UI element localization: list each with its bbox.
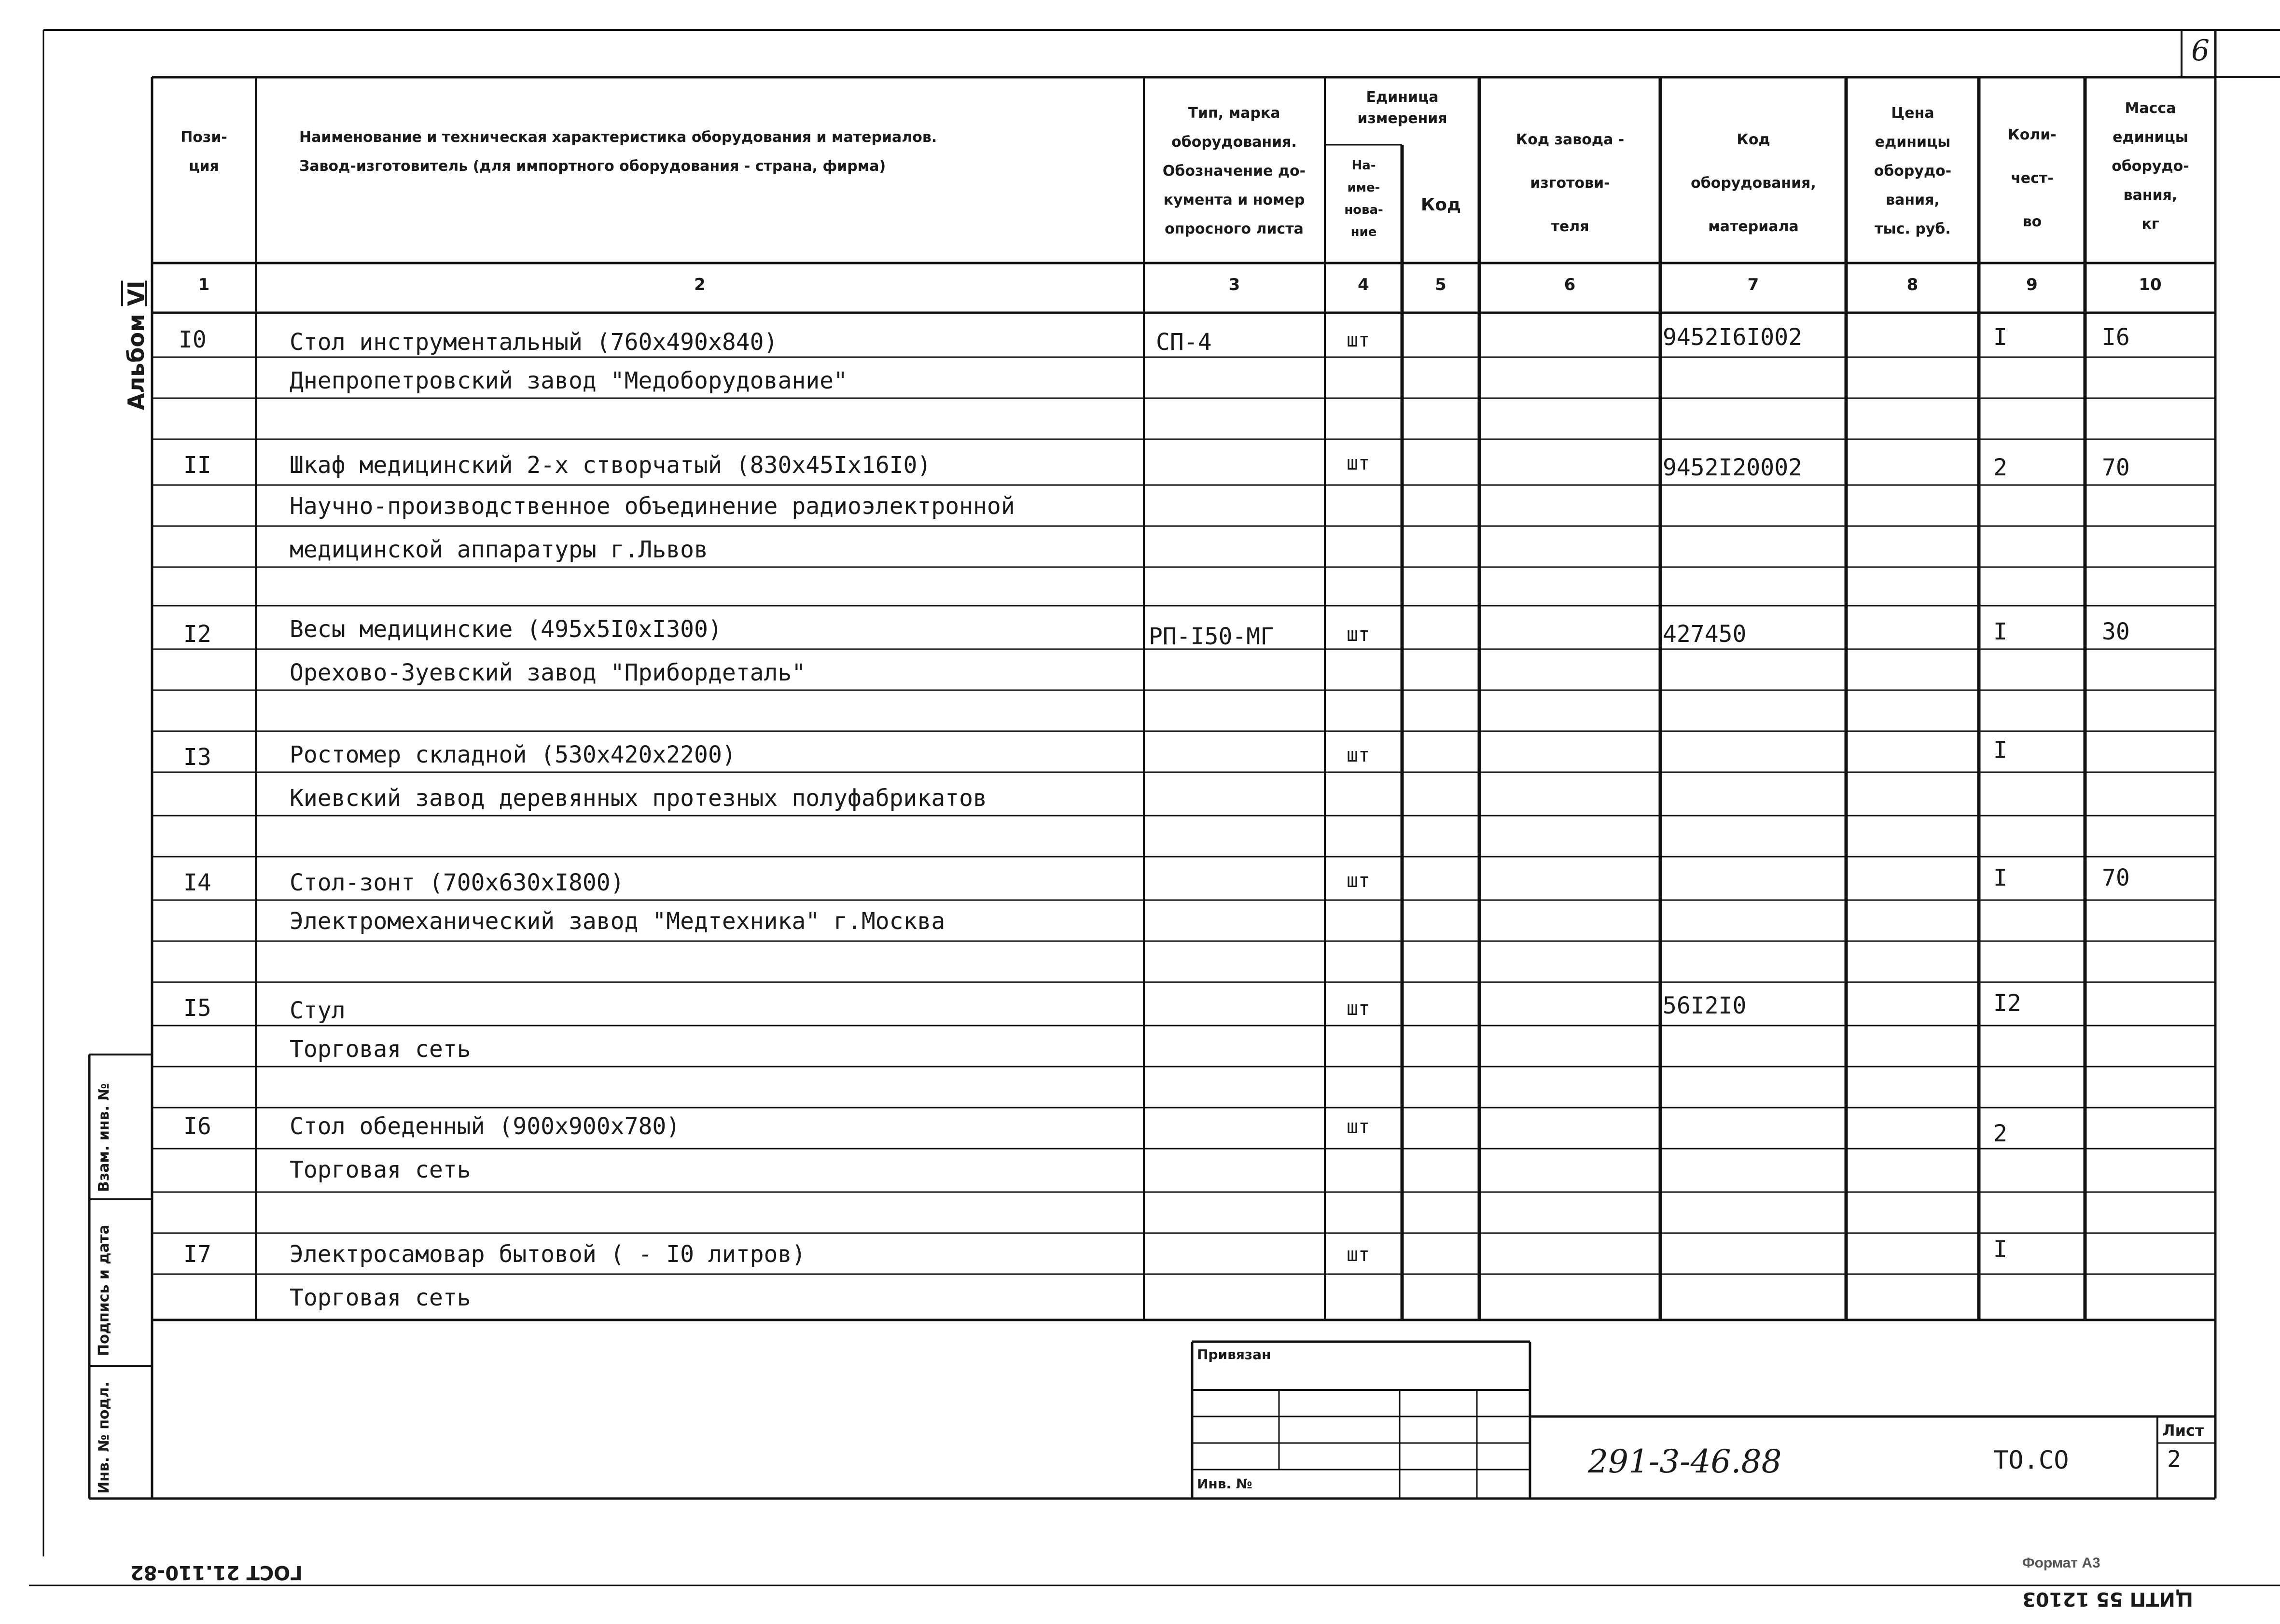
row-position: I5 xyxy=(183,995,211,1022)
row-unit: шт xyxy=(1347,624,1370,646)
row-qty: I xyxy=(1993,618,2007,645)
row-qty: I xyxy=(1993,324,2007,351)
sidebar-podpis: Подпись и дата xyxy=(96,1224,112,1356)
section-code: ТО.СО xyxy=(1993,1446,2069,1475)
row-unit: шт xyxy=(1347,870,1370,892)
row-unit: шт xyxy=(1347,329,1370,351)
header-type: Тип, марка оборудования. Обозначение до- кумента и номер опросного листа xyxy=(1162,105,1306,237)
footer-gost: ГОСТ 21.110-82 xyxy=(130,1561,303,1583)
row-qty: I xyxy=(1993,736,2007,763)
colnum-2: 2 xyxy=(694,275,706,294)
header-mass: Масса единицы оборудо- вания, кг xyxy=(2112,100,2189,233)
header-unit-name: На- име- нова- ние xyxy=(1344,158,1383,239)
colnum-7: 7 xyxy=(1747,275,1759,294)
row-code: 9452I6I002 xyxy=(1663,324,1802,351)
header-equip-code: Код оборудования, материала xyxy=(1691,131,1816,235)
footer-cnip: ЦИТП 55 12103 xyxy=(2022,1588,2194,1610)
header-qty: Коли- чест- во xyxy=(2008,126,2057,230)
row-qty: I xyxy=(1993,864,2007,891)
row-position: I4 xyxy=(183,869,211,896)
row-code: 9452I20002 xyxy=(1663,454,1802,481)
row-name: Днепропетровский завод "Медоборудование" xyxy=(290,367,848,394)
row-name: Торговая сеть xyxy=(290,1284,471,1311)
row-name: Весы медицинские (495х5I0хI300) xyxy=(290,616,722,643)
row-name: Киевский завод деревянных протезных полуфабрикатов xyxy=(290,785,987,812)
sidebar-vzam: Взам. инв. № xyxy=(96,1083,112,1192)
doc-code: 291-3-46.88 xyxy=(1588,1443,1782,1480)
row-position: I6 xyxy=(183,1113,211,1140)
colnum-4: 4 xyxy=(1358,275,1369,294)
row-unit: шт xyxy=(1347,744,1370,766)
row-name: Торговая сеть xyxy=(290,1036,471,1063)
row-name: Торговая сеть xyxy=(290,1156,471,1183)
header-position: Пози- ция xyxy=(181,129,227,175)
row-unit: шт xyxy=(1347,1116,1370,1138)
stamp-inv-no: Инв. № xyxy=(1197,1476,1252,1492)
row-mass: 70 xyxy=(2102,864,2130,891)
row-name: Электромеханический завод "Медтехника" г.Москва xyxy=(290,908,945,935)
row-type: СП-4 xyxy=(1156,329,1212,356)
row-position: II xyxy=(183,452,211,479)
row-position: I2 xyxy=(183,621,211,648)
colnum-1: 1 xyxy=(198,275,210,294)
row-mass: I6 xyxy=(2102,324,2130,351)
footer-format: Формат А3 xyxy=(2022,1555,2100,1571)
row-name: Научно-производственное объединение радиоэлектронной xyxy=(290,493,1015,520)
row-name: Стол-зонт (700х630хI800) xyxy=(290,869,625,896)
row-unit: шт xyxy=(1347,452,1370,474)
row-name: Стул xyxy=(290,997,346,1024)
colnum-10: 10 xyxy=(2139,275,2162,294)
row-name: медицинской аппаратуры г.Львов xyxy=(290,536,708,563)
row-qty: I2 xyxy=(1993,990,2021,1017)
stamp-privyazan: Привязан xyxy=(1197,1346,1271,1362)
row-unit: шт xyxy=(1347,998,1370,1020)
colnum-3: 3 xyxy=(1228,275,1240,294)
row-name: Электросамовар бытовой ( - I0 литров) xyxy=(290,1241,806,1268)
row-mass: 30 xyxy=(2102,618,2130,645)
row-position: I3 xyxy=(183,744,211,771)
row-code: 427450 xyxy=(1663,621,1747,648)
colnum-6: 6 xyxy=(1564,275,1576,294)
row-type: РП-I50-МГ xyxy=(1149,623,1275,650)
row-code: 56I2I0 xyxy=(1663,992,1747,1019)
row-name: Стол обеденный (900х900х780) xyxy=(290,1113,681,1140)
header-unit-code: Код xyxy=(1420,195,1461,215)
row-position: I0 xyxy=(179,326,207,353)
sidebar-inv-podl: Инв. № подл. xyxy=(96,1381,112,1494)
header-unit: Единица измерения xyxy=(1357,89,1447,127)
colnum-9: 9 xyxy=(2026,275,2038,294)
row-qty: 2 xyxy=(1993,454,2007,481)
row-name: Ростомер складной (530х420х2200) xyxy=(290,741,736,768)
row-mass: 70 xyxy=(2102,454,2130,481)
row-qty: I xyxy=(1993,1236,2007,1263)
header-factory-code: Код завода - изготови- теля xyxy=(1515,131,1625,235)
row-position: I7 xyxy=(183,1241,211,1268)
row-name: Орехово-Зуевский завод "Прибордеталь" xyxy=(290,659,806,686)
list-label: Лист xyxy=(2162,1421,2204,1440)
header-name: Наименование и техническая характеристика оборудования и материалов. Завод-изготовитель (для импортного оборудования - страна, фирма) xyxy=(299,129,937,175)
colnum-5: 5 xyxy=(1435,275,1446,294)
colnum-8: 8 xyxy=(1906,275,1919,294)
list-number: 2 xyxy=(2167,1446,2181,1473)
row-unit: шт xyxy=(1347,1244,1370,1266)
album-label: Альбом VI xyxy=(123,280,149,410)
row-name: Шкаф медицинский 2-х створчатый (830х45Iх16I0) xyxy=(290,452,931,479)
corner-sheet-number: 6 xyxy=(2191,34,2210,68)
header-price: Цена единицы оборудо- вания, тыс. руб. xyxy=(1874,105,1952,237)
row-qty: 2 xyxy=(1993,1120,2007,1147)
row-name: Стол инструментальный (760х490х840) xyxy=(290,329,778,356)
